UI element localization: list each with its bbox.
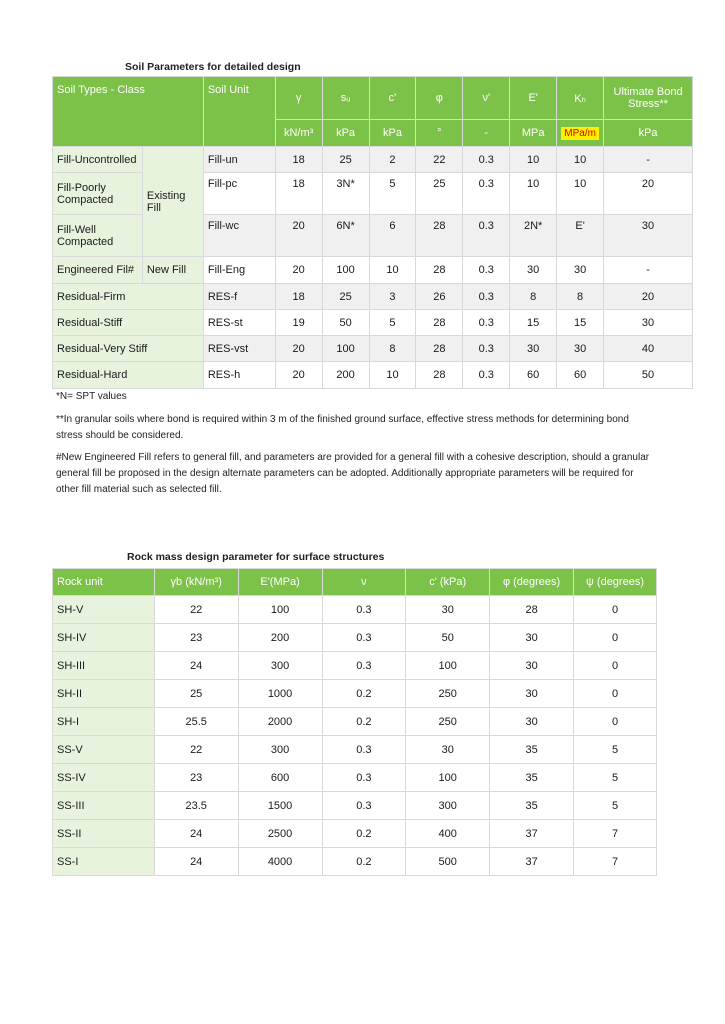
cohesion-cell: 30 — [406, 736, 490, 764]
unit-E: MPa — [510, 120, 557, 147]
table-row — [53, 708, 657, 736]
phi-cell: 28 — [416, 336, 463, 362]
phi-cell: 28 — [416, 257, 463, 284]
rock-unit-cell: SS-II — [53, 820, 155, 848]
gamma-cell: 20 — [275, 215, 322, 257]
unit-Kh — [557, 120, 604, 147]
rock-unit-cell: SS-I — [53, 848, 155, 876]
dilation-angle-cell: 0 — [574, 624, 657, 652]
table-row — [53, 310, 693, 336]
E-cell: 15 — [510, 310, 557, 336]
nu-cell: 0.3 — [463, 284, 510, 310]
soil-unit-cell: Fill-un — [203, 147, 275, 173]
E-cell: 8 — [510, 284, 557, 310]
header-e-modulus: E'(MPa) — [238, 569, 322, 596]
E-cell: 30 — [510, 336, 557, 362]
Kh-cell: 10 — [557, 147, 604, 173]
soil-unit-cell: Fill-Eng — [203, 257, 275, 284]
poisson-cell: 0.3 — [322, 792, 406, 820]
unit-phi: ° — [416, 120, 463, 147]
soil-unit-cell: Fill-wc — [203, 215, 275, 257]
table-row — [53, 284, 693, 310]
cohesion-cell: 250 — [406, 680, 490, 708]
header-gamma: γ — [275, 77, 322, 120]
e-modulus-cell: 4000 — [238, 848, 322, 876]
poisson-cell: 0.3 — [322, 764, 406, 792]
gamma-b-cell: 23 — [154, 624, 238, 652]
phi-cell: 26 — [416, 284, 463, 310]
dilation-angle-cell: 7 — [574, 820, 657, 848]
bond-cell: - — [604, 147, 693, 173]
table-row — [53, 764, 657, 792]
e-modulus-cell: 2000 — [238, 708, 322, 736]
unit-nu: - — [463, 120, 510, 147]
poisson-cell: 0.2 — [322, 848, 406, 876]
poisson-cell: 0.3 — [322, 736, 406, 764]
friction-angle-cell: 30 — [490, 624, 574, 652]
gamma-cell: 18 — [275, 147, 322, 173]
bond-cell: 20 — [604, 173, 693, 215]
rock-table-caption: Rock mass design parameter for surface structures — [127, 551, 385, 563]
header-soil-unit: Soil Unit — [203, 77, 275, 147]
E-cell: 10 — [510, 173, 557, 215]
gamma-cell: 20 — [275, 257, 322, 284]
soil-type-cell: Residual-Very Stiff — [53, 336, 204, 362]
cohesion-cell: 100 — [406, 652, 490, 680]
bond-cell: - — [604, 257, 693, 284]
Kh-cell: E' — [557, 215, 604, 257]
dilation-angle-cell: 5 — [574, 736, 657, 764]
rock-unit-cell: SH-IV — [53, 624, 155, 652]
gamma-b-cell: 24 — [154, 820, 238, 848]
soil-type-cell: Fill-Well Compacted — [53, 215, 143, 257]
gamma-b-cell: 22 — [154, 736, 238, 764]
dilation-angle-cell: 0 — [574, 680, 657, 708]
table-row — [53, 596, 657, 624]
poisson-cell: 0.2 — [322, 680, 406, 708]
cohesion-cell: 50 — [406, 624, 490, 652]
e-modulus-cell: 300 — [238, 736, 322, 764]
table-row — [53, 652, 657, 680]
E-cell: 60 — [510, 362, 557, 389]
c-cell: 5 — [369, 310, 416, 336]
phi-cell: 22 — [416, 147, 463, 173]
friction-angle-cell: 35 — [490, 764, 574, 792]
phi-cell: 28 — [416, 215, 463, 257]
gamma-cell: 20 — [275, 336, 322, 362]
dilation-angle-cell: 0 — [574, 708, 657, 736]
phi-cell: 28 — [416, 310, 463, 336]
gamma-cell: 20 — [275, 362, 322, 389]
friction-angle-cell: 30 — [490, 708, 574, 736]
table-row — [53, 147, 693, 173]
E-cell: 2N* — [510, 215, 557, 257]
soil-unit-cell: RES-f — [203, 284, 275, 310]
su-cell: 200 — [322, 362, 369, 389]
Kh-cell: 15 — [557, 310, 604, 336]
c-cell: 5 — [369, 173, 416, 215]
unit-gamma: kN/m³ — [275, 120, 322, 147]
nu-cell: 0.3 — [463, 173, 510, 215]
table-row — [53, 848, 657, 876]
bond-cell: 30 — [604, 215, 693, 257]
friction-angle-cell: 28 — [490, 596, 574, 624]
gamma-b-cell: 23 — [154, 764, 238, 792]
su-cell: 50 — [322, 310, 369, 336]
friction-angle-cell: 35 — [490, 792, 574, 820]
table-row — [53, 336, 693, 362]
e-modulus-cell: 2500 — [238, 820, 322, 848]
rock-unit-cell: SH-V — [53, 596, 155, 624]
su-cell: 25 — [322, 284, 369, 310]
soil-type-cell: Residual-Firm — [53, 284, 204, 310]
e-modulus-cell: 300 — [238, 652, 322, 680]
nu-cell: 0.3 — [463, 336, 510, 362]
dilation-angle-cell: 5 — [574, 764, 657, 792]
gamma-b-cell: 24 — [154, 848, 238, 876]
c-cell: 10 — [369, 362, 416, 389]
su-cell: 100 — [322, 257, 369, 284]
gamma-cell: 18 — [275, 284, 322, 310]
note-bond-stress: **In granular soils where bond is required within 3 m of the finished ground surface, effective stress methods for determining bond stress should be considered. — [56, 414, 629, 441]
dilation-angle-cell: 0 — [574, 652, 657, 680]
gamma-b-cell: 25 — [154, 680, 238, 708]
soil-unit-cell: Fill-pc — [203, 173, 275, 215]
soil-type-cell: Residual-Hard — [53, 362, 204, 389]
header-cohesion: c' (kPa) — [406, 569, 490, 596]
table-row — [53, 792, 657, 820]
header-gamma-b: γb (kN/m³) — [154, 569, 238, 596]
poisson-cell: 0.2 — [322, 820, 406, 848]
su-cell: 6N* — [322, 215, 369, 257]
unit-bond: kPa — [604, 120, 693, 147]
table-row — [53, 624, 657, 652]
soil-unit-cell: RES-st — [203, 310, 275, 336]
unit-su: kPa — [322, 120, 369, 147]
cohesion-cell: 400 — [406, 820, 490, 848]
gamma-b-cell: 25.5 — [154, 708, 238, 736]
soil-unit-cell: RES-h — [203, 362, 275, 389]
e-modulus-cell: 1500 — [238, 792, 322, 820]
E-cell: 30 — [510, 257, 557, 284]
poisson-cell: 0.2 — [322, 708, 406, 736]
E-cell: 10 — [510, 147, 557, 173]
cohesion-cell: 30 — [406, 596, 490, 624]
cohesion-cell: 100 — [406, 764, 490, 792]
c-cell: 10 — [369, 257, 416, 284]
cohesion-cell: 300 — [406, 792, 490, 820]
bond-cell: 20 — [604, 284, 693, 310]
header-soil-type-class: Soil Types - Class — [53, 77, 204, 147]
dilation-angle-cell: 7 — [574, 848, 657, 876]
rock-unit-cell: SH-III — [53, 652, 155, 680]
bond-cell: 30 — [604, 310, 693, 336]
table-row — [53, 257, 693, 284]
rock-unit-cell: SH-II — [53, 680, 155, 708]
header-poisson: ν — [322, 569, 406, 596]
gamma-b-cell: 22 — [154, 596, 238, 624]
table-row — [53, 362, 693, 389]
nu-cell: 0.3 — [463, 215, 510, 257]
nu-cell: 0.3 — [463, 310, 510, 336]
header-Kh: Kₕ — [557, 77, 604, 120]
Kh-cell: 30 — [557, 336, 604, 362]
table-row — [53, 820, 657, 848]
c-cell: 3 — [369, 284, 416, 310]
rock-unit-cell: SS-IV — [53, 764, 155, 792]
rock-unit-cell: SH-I — [53, 708, 155, 736]
header-c: c' — [369, 77, 416, 120]
friction-angle-cell: 35 — [490, 736, 574, 764]
header-friction-angle: φ (degrees) — [490, 569, 574, 596]
friction-angle-cell: 37 — [490, 820, 574, 848]
header-nu: ν' — [463, 77, 510, 120]
rock-unit-cell: SS-III — [53, 792, 155, 820]
header-dilation-angle: ψ (degrees) — [574, 569, 657, 596]
e-modulus-cell: 1000 — [238, 680, 322, 708]
su-cell: 25 — [322, 147, 369, 173]
phi-cell: 25 — [416, 173, 463, 215]
header-su: sᵤ — [322, 77, 369, 120]
soil-table-caption: Soil Parameters for detailed design — [125, 61, 301, 73]
dilation-angle-cell: 5 — [574, 792, 657, 820]
table-row — [53, 680, 657, 708]
Kh-cell: 60 — [557, 362, 604, 389]
c-cell: 6 — [369, 215, 416, 257]
table-row — [53, 736, 657, 764]
Kh-cell: 10 — [557, 173, 604, 215]
cohesion-cell: 250 — [406, 708, 490, 736]
unit-c: kPa — [369, 120, 416, 147]
gamma-b-cell: 23.5 — [154, 792, 238, 820]
e-modulus-cell: 200 — [238, 624, 322, 652]
kh-unit-highlight: MPa/m — [561, 127, 599, 140]
nu-cell: 0.3 — [463, 257, 510, 284]
friction-angle-cell: 37 — [490, 848, 574, 876]
su-cell: 3N* — [322, 173, 369, 215]
header-bond: Ultimate Bond Stress** — [604, 77, 693, 120]
Kh-cell: 30 — [557, 257, 604, 284]
dilation-angle-cell: 0 — [574, 596, 657, 624]
rock-unit-cell: SS-V — [53, 736, 155, 764]
Kh-cell: 8 — [557, 284, 604, 310]
soil-type-cell: Engineered Fil# — [53, 257, 143, 284]
e-modulus-cell: 100 — [238, 596, 322, 624]
group-existing-fill: Existing Fill — [142, 147, 203, 257]
c-cell: 8 — [369, 336, 416, 362]
gamma-b-cell: 24 — [154, 652, 238, 680]
soil-type-cell: Fill-Uncontrolled — [53, 147, 143, 173]
phi-cell: 28 — [416, 362, 463, 389]
friction-angle-cell: 30 — [490, 680, 574, 708]
soil-unit-cell: RES-vst — [203, 336, 275, 362]
header-E: E' — [510, 77, 557, 120]
gamma-cell: 18 — [275, 173, 322, 215]
header-phi: φ — [416, 77, 463, 120]
group-new-fill: New Fill — [142, 257, 203, 284]
note-new-fill: #New Engineered Fill refers to general fill, and parameters are provided for a general fill with a cohesive description, should a granular general fill be proposed in the design alternate parameters can be adopted. Additionally appropriate parameters will be required for other fill material such as selected fill. — [56, 452, 650, 495]
header-rock-unit: Rock unit — [53, 569, 155, 596]
rock-mass-table — [52, 568, 657, 876]
soil-type-cell: Fill-Poorly Compacted — [53, 173, 143, 215]
poisson-cell: 0.3 — [322, 652, 406, 680]
soil-type-cell: Residual-Stiff — [53, 310, 204, 336]
su-cell: 100 — [322, 336, 369, 362]
nu-cell: 0.3 — [463, 147, 510, 173]
e-modulus-cell: 600 — [238, 764, 322, 792]
poisson-cell: 0.3 — [322, 596, 406, 624]
friction-angle-cell: 30 — [490, 652, 574, 680]
soil-parameters-table — [52, 76, 693, 389]
note-spt: *N= SPT values — [56, 391, 127, 402]
c-cell: 2 — [369, 147, 416, 173]
bond-cell: 40 — [604, 336, 693, 362]
poisson-cell: 0.3 — [322, 624, 406, 652]
cohesion-cell: 500 — [406, 848, 490, 876]
bond-cell: 50 — [604, 362, 693, 389]
gamma-cell: 19 — [275, 310, 322, 336]
nu-cell: 0.3 — [463, 362, 510, 389]
